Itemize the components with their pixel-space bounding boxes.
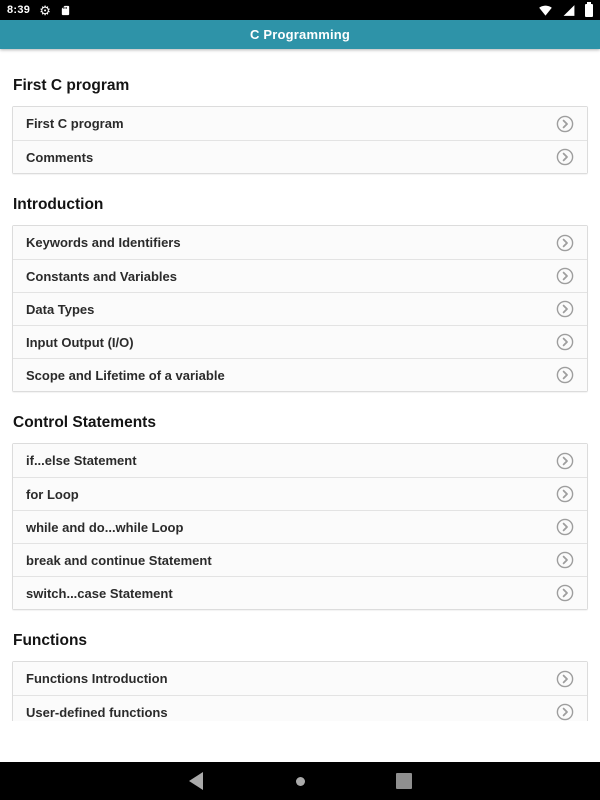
section-title: Control Statements: [13, 414, 156, 431]
chevron-right-icon: [556, 115, 574, 133]
chevron-right-icon: [556, 267, 574, 285]
list-item-label: Functions Introduction: [26, 671, 168, 686]
settings-gear-icon: ⚙: [39, 2, 51, 18]
chevron-right-icon: [556, 551, 574, 569]
clock: 8:39: [7, 4, 31, 16]
list-card: [12, 661, 588, 721]
status-bar: [0, 0, 600, 20]
list-item[interactable]: [13, 695, 587, 721]
app-title: C Programming: [249, 27, 351, 42]
list-card: [12, 225, 588, 392]
list-item[interactable]: [13, 292, 587, 325]
cell-signal-icon: [562, 4, 576, 17]
home-icon: [296, 777, 305, 786]
status-bar-left: [7, 4, 71, 17]
list-item[interactable]: [13, 510, 587, 543]
list-item[interactable]: [13, 140, 587, 173]
chevron-right-icon: [556, 300, 574, 318]
list-item[interactable]: [13, 477, 587, 510]
list-card: [12, 106, 588, 174]
chevron-right-icon: [556, 703, 574, 721]
chevron-right-icon: [556, 234, 574, 252]
list-item-label: for Loop: [26, 486, 79, 502]
section-title: Introduction: [13, 196, 104, 213]
content-viewport[interactable]: [0, 49, 600, 721]
chevron-right-icon: [556, 148, 574, 166]
back-button[interactable]: [183, 768, 209, 794]
list-item[interactable]: [13, 325, 587, 358]
section-title: First C program: [13, 77, 130, 94]
list-card: [12, 443, 588, 610]
list-item[interactable]: [13, 576, 587, 609]
back-icon: [189, 772, 203, 790]
list-item-label: User-defined functions: [26, 704, 168, 720]
chevron-right-icon: [556, 518, 574, 536]
list-item[interactable]: [13, 543, 587, 576]
list-item-label: break and continue Statement: [26, 552, 212, 568]
list-item[interactable]: [13, 259, 587, 292]
list-item-label: Data Types: [26, 301, 95, 317]
recents-button[interactable]: [391, 768, 417, 794]
list-item-label: Constants and Variables: [26, 268, 177, 284]
list-item[interactable]: [13, 107, 587, 140]
home-button[interactable]: [287, 768, 313, 794]
section-title: Functions: [13, 632, 88, 649]
wifi-icon: [538, 4, 553, 17]
list-item[interactable]: [13, 226, 587, 259]
sd-card-icon: [60, 4, 71, 17]
list-item-label: Keywords and Identifiers: [26, 235, 181, 250]
battery-icon: [585, 4, 593, 17]
list-item-label: while and do...while Loop: [26, 519, 184, 535]
chevron-right-icon: [556, 485, 574, 503]
navigation-bar: [0, 762, 600, 800]
recents-icon: [396, 773, 412, 789]
chevron-right-icon: [556, 584, 574, 602]
list-item-label: switch...case Statement: [26, 585, 173, 601]
chevron-right-icon: [556, 333, 574, 351]
list-item-label: Scope and Lifetime of a variable: [26, 367, 225, 383]
list-item-label: Input Output (I/O): [26, 334, 134, 350]
lesson-list: [0, 49, 600, 721]
status-bar-right: [538, 4, 593, 17]
app-bar: [0, 20, 600, 49]
list-item-label: Comments: [26, 149, 94, 165]
list-item-label: First C program: [26, 116, 124, 131]
list-item-label: if...else Statement: [26, 453, 137, 468]
list-item[interactable]: [13, 444, 587, 477]
chevron-right-icon: [556, 366, 574, 384]
list-item[interactable]: [13, 662, 587, 695]
chevron-right-icon: [556, 670, 574, 688]
list-item[interactable]: [13, 358, 587, 391]
bottom-gap: [0, 721, 600, 762]
chevron-right-icon: [556, 452, 574, 470]
